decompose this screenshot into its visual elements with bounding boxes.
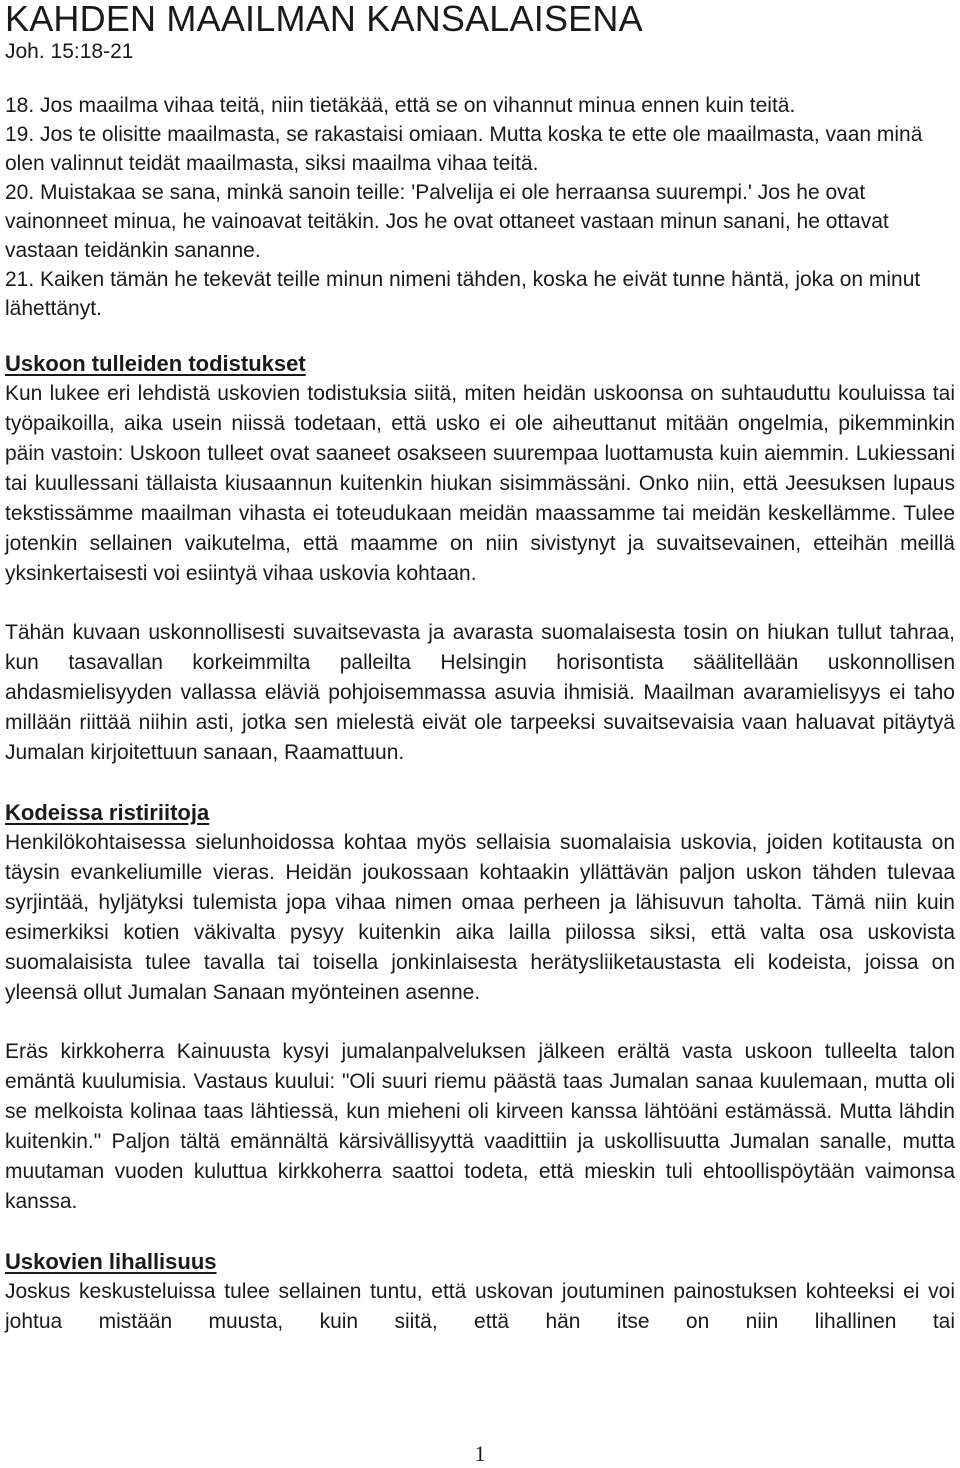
paragraph: Henkilökohtaisessa sielunhoidossa kohtaa myös sellaisia suomalaisia uskovia, joiden kotitausta on täysin evankeliumille vieras. Heidän joukossaan kohtaakin yllättävän paljon uskon tähden tulevaa syrjintää, hyljätyksi tulemista jopa vihaa nimen omaa perheen ja lähisuvun taholta. Tämä niin kuin esimerkiksi kotien väkivalta pysyy kuitenkin aika lailla piilossa siksi, että valta osa uskovista suomalaisista tulee tavalla tai toisella jonkinlaisesta herätysliiketaustasta eli kodeista, joissa on yleensä ollut Jumalan Sanaan myönteinen asenne. [5,831,955,1004]
section-heading: Uskovien lihallisuus [5,1249,217,1274]
paragraph: Kun lukee eri lehdistä uskovien todistuksia siitä, miten heidän uskoonsa on suhtauduttu kouluissa tai työpaikoilla, aika usein niissä todetaan, että usko ei ole aiheuttanut mitään ongelmia, pikemminkin päin vastoin: Uskoon tulleet ovat saaneet osakseen suurempaa luottamusta kuin aiemmin. Lukiessani tai kuullessani tällaista kiusaannun kuitenkin hiukan sisimmässäni. Onko niin, että Jeesuksen lupaus tekstissämme maailman vihasta ei toteudukaan meidän maassamme tai meidän keskellämme. Tulee jotenkin sellainen vaikutelma, että maamme on niin sivistynyt ja suvaitsevainen, etteihän meillä yksinkertaisesti voi esiintyä vihaa uskovia kohtaan. [5,382,955,585]
document-title: KAHDEN MAAILMAN KANSALAISENA [5,0,643,39]
section-heading: Kodeissa ristiriitoja [5,800,210,825]
verse-21: 21. Kaiken tämän he tekevät teille minun nimeni tähden, koska he eivät tunne häntä, joka on minut lähettänyt. [5,268,921,320]
section-home-conflicts [5,798,955,1217]
verse-20: 20. Muistakaa se sana, minkä sanoin teille: 'Palvelija ei ole herraansa suurempi.' Jos he ovat vainonneet minua, he vainoavat teitäkin. Jos he ovat ottaneet vastaan minun sanani, he ottavat vastaan teidänkin sananne. [5,181,889,262]
paragraph: Eräs kirkkoherra Kainuusta kysyi jumalanpalveluksen jälkeen erältä vasta uskoon tulleelta talon emäntä kuulumisia. Vastaus kuului: "Oli suuri riemu päästä taas Jumalan sanaa kuulemaan, mutta oli se melkoista kolinaa taas lähtiessä, kun mieheni oli kirveen kanssa lähtöäni estämässä. Mutta lähdin kuitenkin." Paljon tältä emännältä kärsivällisyyttä vaadittiin ja uskollisuutta Jumalan sanalle, mutta muutaman vuoden kuluttua kirkkoherra saattoi todeta, että mieskin tuli ehtoollispöytään vaimonsa kanssa. [5,1040,955,1213]
paragraph: Tähän kuvaan uskonnollisesti suvaitsevasta ja avarasta suomalaisesta tosin on hiukan tullut tahraa, kun tasavallan korkeimmilta palleilta Helsingin horisontista säälitellään uskonnollisen ahdasmielisyyden vallassa eläviä pohjoisemmassa asuvia ihmisiä. Maailman avaramielisyys ei taho millään riittää niihin asti, jotka sen mielestä eivät ole tarpeeksi suvaitsevaisia vaan haluavat pitäytyä Jumalan kirjoitettuun sanaan, Raamattuun. [5,621,955,764]
document-page [5,0,955,1367]
paragraph: Joskus keskusteluissa tulee sellainen tuntu, että uskovan joutuminen painostuksen kohteeksi ei voi johtua mistään muusta, kuin siitä, että hän itse on niin lihallinen tai [5,1280,955,1333]
scripture-reference: Joh. 15:18-21 [5,40,134,63]
section-carnality [5,1247,955,1337]
verse-list [5,91,955,323]
section-heading: Uskoon tulleiden todistukset [5,351,306,376]
section-testimonies [5,349,955,768]
verse-19: 19. Jos te olisitte maailmasta, se rakastaisi omiaan. Mutta koska te ette ole maailmasta, vaan minä olen valinnut teidät maailmasta, siksi maailma vihaa teitä. [5,123,923,175]
page-number: 1 [474,1441,486,1466]
verse-18: 18. Jos maailma vihaa teitä, niin tietäkää, että se on vihannut minua ennen kuin teitä. [5,94,796,117]
